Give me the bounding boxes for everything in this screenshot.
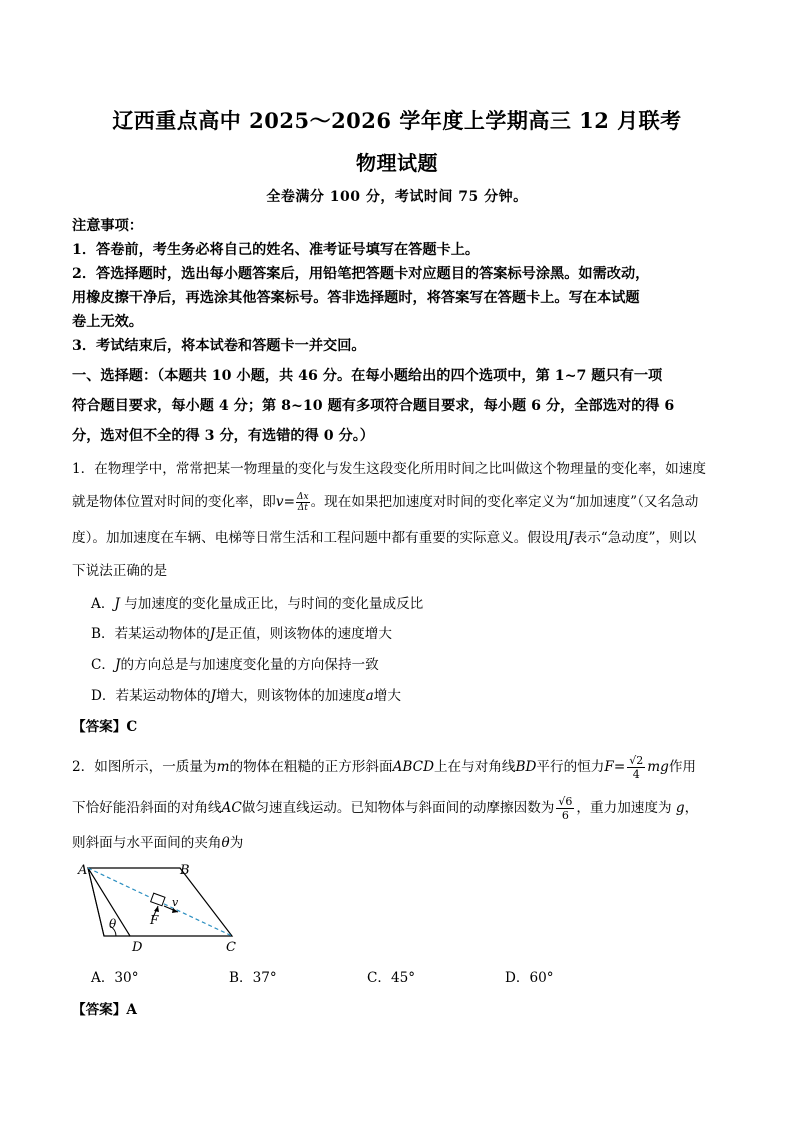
option-text: 的方向总是与加速度变化量的方向保持一致 [120, 657, 379, 673]
q2-text: 作用 [668, 759, 697, 775]
note-item-3: 3．考试结束后，将本试卷和答题卡一并交回。 [72, 338, 366, 354]
q1-answer: 【答案】C [72, 719, 138, 735]
diagonal-label: AC [221, 800, 242, 816]
q2-line-3 [72, 833, 722, 853]
force-symbol: F [604, 759, 614, 775]
exam-title: 辽西重点高中 2025～2026 学年度上学期高三 12 月联考 [112, 108, 682, 133]
equals-sign: = [283, 494, 295, 510]
q1-text: 就是物体位置对时间的变化率，即 [72, 494, 276, 510]
option-label: A． [91, 596, 115, 612]
option-text: D．若某运动物体的 [91, 688, 211, 704]
jerk-symbol: J [114, 596, 120, 612]
q1-text: 表示“急动度”，则以 [573, 530, 697, 546]
gravity-symbol: g [675, 800, 685, 816]
angle-symbol: θ [221, 835, 230, 851]
label-c: C [226, 940, 236, 954]
diagonal-label: BD [515, 759, 537, 775]
q2-option-c: C．45° [367, 970, 416, 986]
section-1-line-1: 一、选择题：（本题共 10 小题，共 46 分。在每小题给出的四个选项中，第 1~7 题只有一项 [72, 368, 663, 384]
fraction-numerator: Δx [296, 492, 309, 502]
q2-option-d: D．60° [505, 970, 554, 986]
label-a: A [78, 863, 88, 878]
fraction-denominator: Δt [297, 503, 308, 513]
friction-fraction [556, 795, 574, 822]
option-text: 是正值，则该物体的速度增大 [215, 626, 392, 642]
exam-info: 全卷满分 100 分，考试时间 75 分钟。 [266, 189, 528, 205]
q2-option-b: B．37° [229, 970, 277, 986]
q1-line-4: 下说法正确的是 [72, 563, 168, 579]
fraction-numerator: √6 [558, 795, 573, 808]
label-b: B [180, 863, 190, 878]
fraction-denominator: 6 [561, 809, 569, 822]
q1-option-a [91, 594, 741, 614]
support-edge [88, 868, 104, 936]
acceleration-symbol: a [365, 688, 374, 704]
mass-symbol: m [216, 759, 230, 775]
q1-option-c [91, 655, 741, 675]
option-text: 增大 [373, 688, 401, 704]
q1-line-1: 1．在物理学中，常常把某一物理量的变化与发生这段变化所用时间之比叫做这个物理量的变化率，如速度 [72, 461, 706, 477]
fraction-denominator: 4 [632, 768, 640, 781]
force-fraction [627, 754, 645, 781]
jerk-symbol: J [568, 530, 574, 546]
label-d: D [132, 940, 143, 954]
plane-label: ABCD [392, 759, 434, 775]
q2-answer: 【答案】A [72, 1002, 137, 1018]
jerk-symbol: J [209, 626, 216, 642]
force-arrowhead [154, 906, 159, 912]
fraction-numerator: √2 [629, 754, 644, 767]
label-f: F [150, 913, 159, 927]
q2-text: 的物体在粗糙的正方形斜面 [229, 759, 393, 775]
q2-text: 上在与对角线 [433, 759, 516, 775]
q2-text: 则斜面与水平面间的夹角 [72, 835, 222, 851]
q2-text: 下恰好能沿斜面的对角线 [72, 800, 222, 816]
q1-option-b [91, 624, 741, 644]
q2-text: 为 [229, 835, 244, 851]
q1-text: 。现在如果把加速度对时间的变化率定义为“加加速度”（又名急动 [310, 494, 699, 510]
subject-title: 物理试题 [356, 151, 438, 175]
q1-line-3 [72, 528, 722, 548]
q1-option-d [91, 686, 741, 706]
q2-line-1 [72, 754, 722, 781]
q2-text: 平行的恒力 [536, 759, 605, 775]
note-item-1: 1．答卷前，考生务必将自己的姓名、准考证号填写在答题卡上。 [72, 242, 480, 258]
velocity-fraction [296, 492, 310, 513]
q2-line-2 [72, 795, 722, 822]
section-1-line-2: 符合题目要求，每小题 4 分；第 8~10 题有多项符合题目要求，每小题 6 分，全部选对的得 6 [72, 398, 675, 414]
q2-text: 做匀速直线运动。已知物体与斜面间的动摩擦因数为 [241, 800, 555, 816]
option-text: 增大，则该物体的加速度 [216, 688, 366, 704]
notes-heading: 注意事项： [72, 218, 143, 234]
label-theta: θ [109, 917, 117, 931]
q1-text: 度）。加加速度在车辆、电梯等日常生活和工程问题中都有重要的实际意义。假设用 [72, 530, 569, 546]
note-item-2-line-2: 用橡皮擦干净后，再选涂其他答案标号。答非选择题时，将答案写在答题卡上。写在本试题 [72, 290, 640, 306]
jerk-symbol: J [115, 657, 121, 673]
q2-text: ， [684, 800, 699, 816]
q2-text: ，重力加速度为 [576, 800, 676, 816]
q2-option-a: A．30° [91, 970, 139, 986]
option-text: 与加速度的变化量成正比，与时间的变化量成反比 [119, 596, 424, 612]
note-item-2-line-1: 2．答选择题时，选出每小题答案后，用铅笔把答题卡对应题目的答案标号涂黑。如需改动， [72, 266, 650, 282]
jerk-symbol: J [210, 688, 217, 704]
equals-sign: = [613, 759, 626, 775]
incline-diagram [72, 862, 262, 954]
note-item-2-line-3: 卷上无效。 [72, 314, 143, 330]
q2-options [91, 968, 741, 988]
block [151, 893, 165, 906]
q2-text: 2．如图所示，一质量为 [72, 759, 217, 775]
weight-symbol: mg [647, 759, 669, 775]
option-text: B．若某运动物体的 [91, 626, 210, 642]
q1-line-2 [72, 492, 722, 513]
label-v: v [172, 896, 179, 909]
option-label: C． [91, 657, 115, 673]
section-1-line-3: 分，选对但不全的得 3 分，有选错的得 0 分。） [72, 428, 374, 444]
velocity-symbol: v [275, 494, 284, 510]
